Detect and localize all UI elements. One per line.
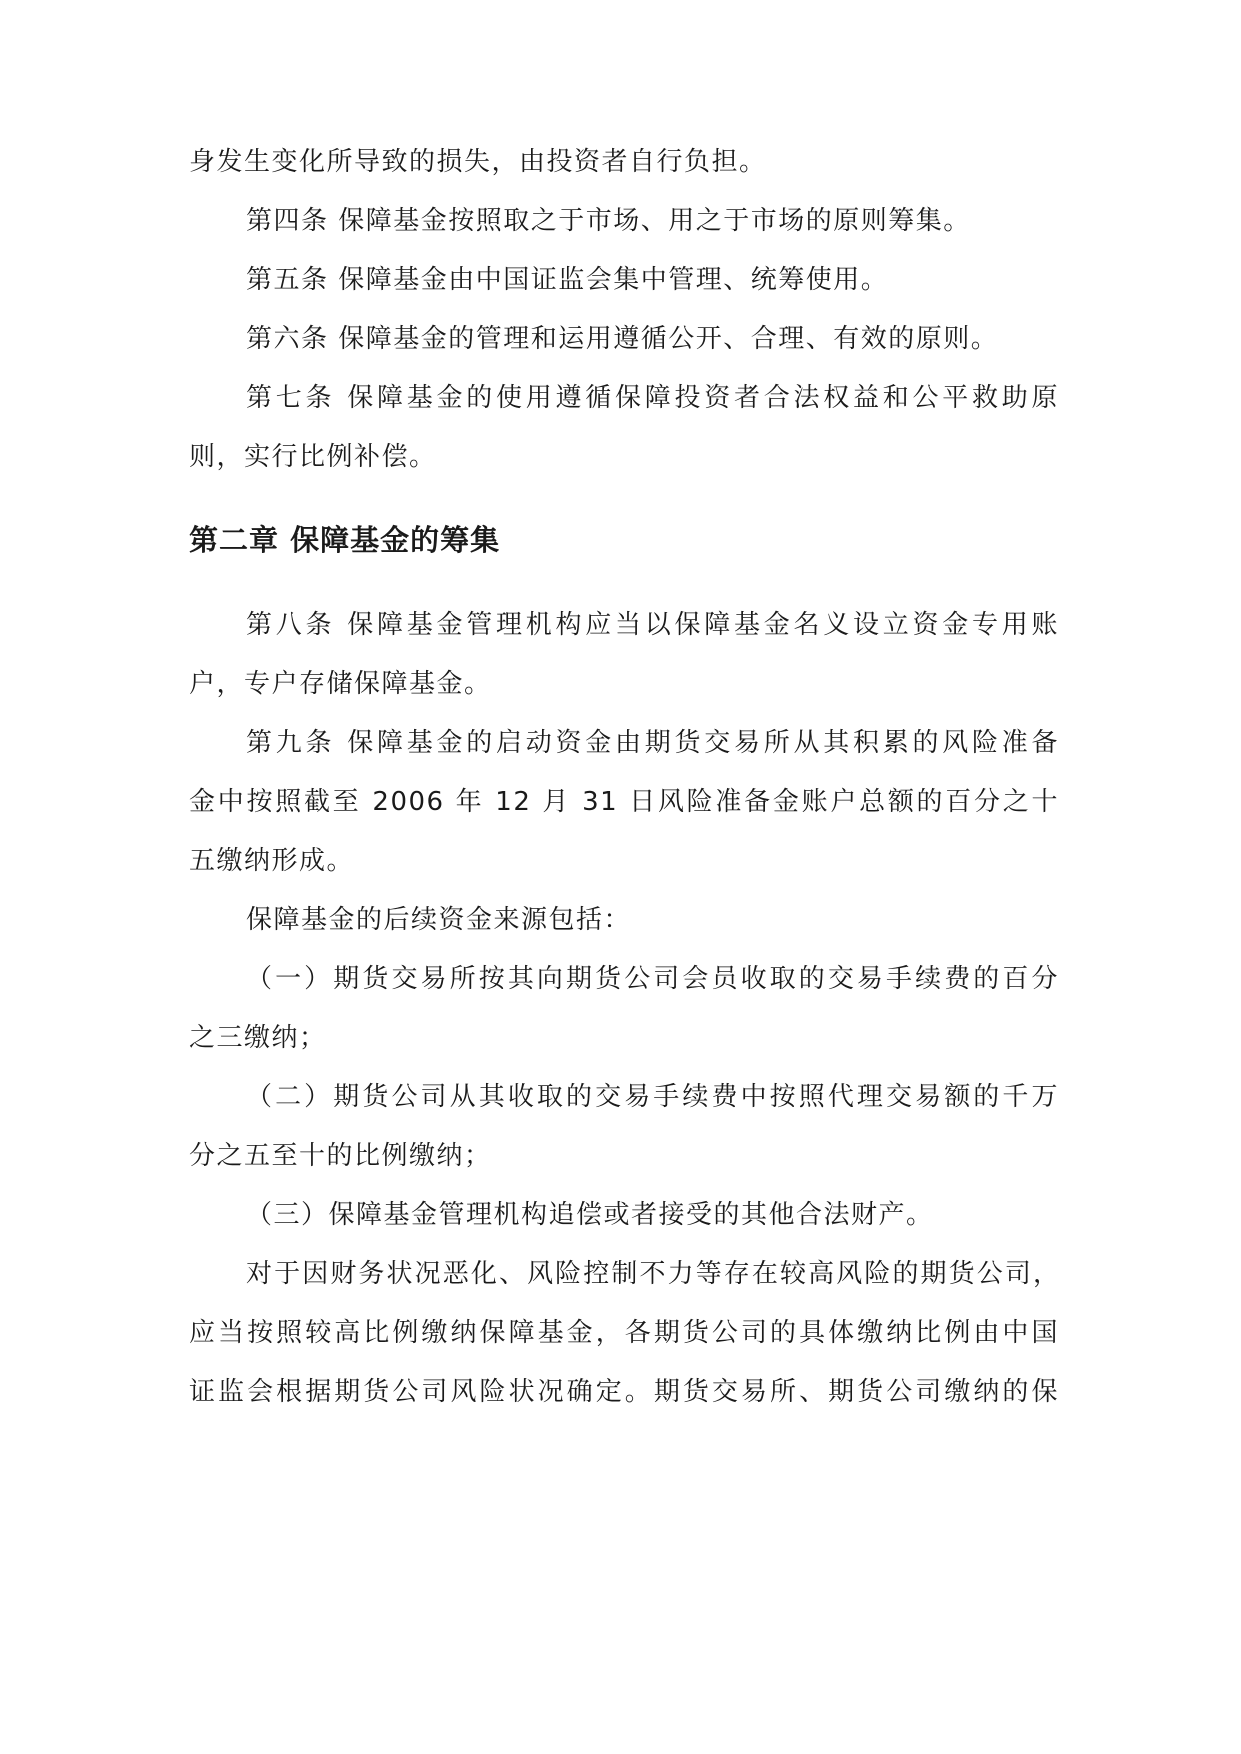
article-7-continued: 则，实行比例补偿。 (189, 442, 437, 472)
source-item-1: （一）期货交易所按其向期货公司会员收取的交易手续费的百分 (246, 964, 1059, 994)
sources-intro: 保障基金的后续资金来源包括： (246, 905, 632, 935)
paragraph-line: 身发生变化所导致的损失，由投资者自行负担。 (189, 147, 767, 177)
source-item-3: （三）保障基金管理机构追偿或者接受的其他合法财产。 (246, 1200, 934, 1230)
paragraph-high-risk-continued: 应当按照较高比例缴纳保障基金，各期货公司的具体缴纳比例由中国 (189, 1318, 1059, 1348)
paragraph-high-risk-end: 证监会根据期货公司风险状况确定。期货交易所、期货公司缴纳的保 (189, 1377, 1059, 1407)
article-9-end: 五缴纳形成。 (189, 846, 355, 876)
chapter-heading: 第二章 保障基金的筹集 (189, 523, 501, 557)
article-5: 第五条 保障基金由中国证监会集中管理、统筹使用。 (246, 265, 889, 295)
source-item-2-continued: 分之五至十的比例缴纳； (189, 1141, 492, 1171)
paragraph-high-risk: 对于因财务状况恶化、风险控制不力等存在较高风险的期货公司， (246, 1259, 1059, 1289)
article-8-continued: 户，专户存储保障基金。 (189, 669, 492, 699)
article-9: 第九条 保障基金的启动资金由期货交易所从其积累的风险准备 (246, 728, 1059, 758)
article-4: 第四条 保障基金按照取之于市场、用之于市场的原则筹集。 (246, 206, 971, 236)
source-item-2: （二）期货公司从其收取的交易手续费中按照代理交易额的千万 (246, 1082, 1059, 1112)
article-9-continued: 金中按照截至 2006 年 12 月 31 日风险准备金账户总额的百分之十 (189, 787, 1059, 817)
article-6: 第六条 保障基金的管理和运用遵循公开、合理、有效的原则。 (246, 324, 999, 354)
article-8: 第八条 保障基金管理机构应当以保障基金名义设立资金专用账 (246, 610, 1059, 640)
article-7: 第七条 保障基金的使用遵循保障投资者合法权益和公平救助原 (246, 383, 1059, 413)
source-item-1-continued: 之三缴纳； (189, 1023, 327, 1053)
